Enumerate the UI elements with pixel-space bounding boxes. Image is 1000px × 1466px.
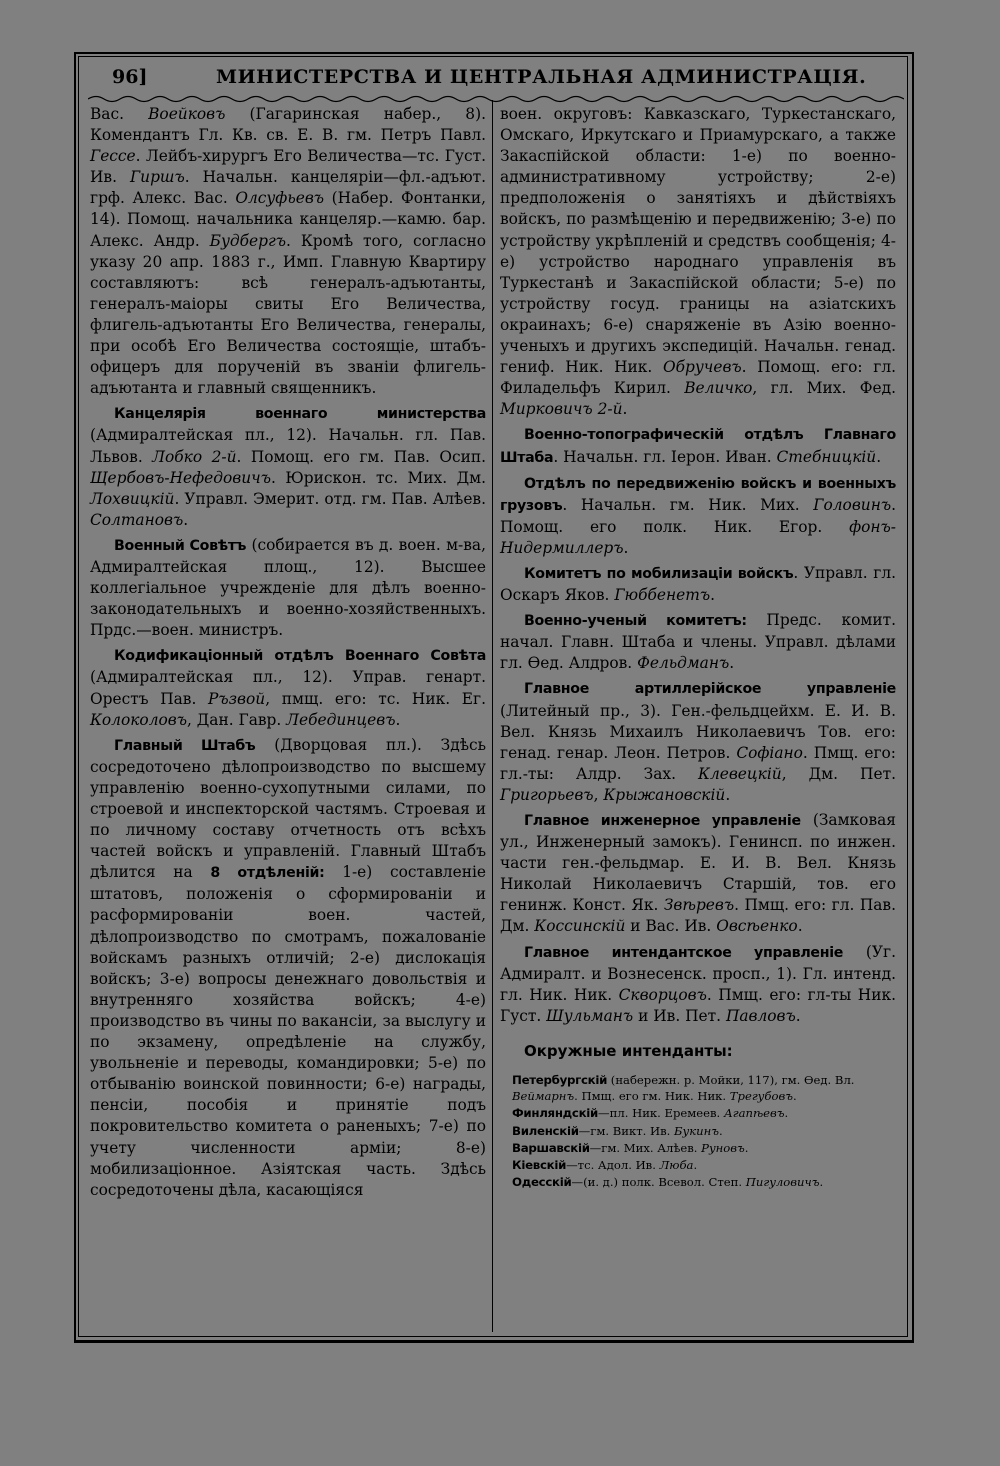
entry-heading: Главное артиллерійское управленіе — [524, 681, 896, 698]
district-entry: Петербургскій (набережн. р. Мойки, 117), гм. Ѳед. Вл. Веймарнъ. Пмщ. его гм. Ник. Ник. Трегубовъ. — [512, 1073, 855, 1104]
mobilization-committee-entry: Комитетъ по мобилизаціи войскъ. Управл. гл. Оскаръ Яков. Гюббенетъ. — [500, 563, 896, 605]
entry-heading: Комитетъ по мобилизаціи войскъ — [524, 565, 794, 582]
district-quartermasters-list — [500, 1072, 896, 1190]
asiatic-part-continuation: воен. округовъ: Кавказскаго, Туркестанскаго, Омскаго, Иркутскаго и Приамурскаго, а также Закаспійской области: 1-е) по военно-административному устройству; 2-е) предположенія о занятіяхъ и дѣйствіяхъ войскъ, по размѣщенію и передвиженію; 3-е) по устройству укрѣпленій и средствъ сообщенія; 4-е) устройство народнаго управленія въ Туркестанѣ и Закаспійской области; 5-е) по устройству госуд. границы на азіатскихъ окраинахъ; 6-е) снаряженіе въ Азію военно-ученыхъ и другихъ экспедицій. Начальн. генад. гениф. Ник. Ник. Обручевъ. Помощ. его: гл. Филадельфъ Кирил. Величко, гл. Мих. Фед. Мирковичъ 2-й. — [500, 105, 896, 419]
district-entry: Варшавскій—гм. Мих. Алѣев. Руновъ. — [512, 1140, 749, 1155]
engineering-directorate-entry: Главное инженерное управленіе (Замковая ул., Инженерный замокъ). Генинсп. по инжен. части ген.-фельдмар. Е. И. В. Вел. Князь Николай Николаевичъ Старшій, тов. его генинж. Конст. Як. Звѣревъ. Пмщ. его: гл. Пав. Дм. Коссинскій и Вас. Ив. Овсѣенко. — [500, 811, 896, 936]
entry-heading: Канцелярія военнаго министерства — [114, 406, 486, 423]
artillery-directorate-entry: Главное артиллерійское управленіе (Литейный пр., 3). Ген.-фельдцейхм. Е. И. В. Вел. Князь Михаилъ Николаевичъ Тов. его: генад. генар. Леон. Петров. Софіано. Пмщ. его: гл.-ты: Алдр. Зах. Клевецкій, Дм. Пет. Григорьевъ, Крыжановскій. — [500, 681, 896, 804]
entry-heading: Военно-топографическій отдѣлъ Главнаго Штаба — [500, 427, 896, 466]
entry-heading: Главное инженерное управленіе — [524, 813, 801, 829]
military-council-entry: Военный Совѣтъ (собирается въ д. воен. м-ва, Адмиралтейская площ., 12). Высшее коллегіальное учрежденіе для дѣлъ военно-законодательныхъ и военно-хозяйственныхъ. Прдс.—воен. министръ. — [90, 535, 486, 640]
page-number: 96] — [112, 66, 148, 88]
imperial-quarters-paragraph: Вас. Воейковъ (Гагаринская набер., 8). Комендантъ Гл. Кв. св. Е. В. гм. Петръ Павл. Гессе. Лейбъ-хирургъ Его Величества—тс. Густ. Ив. Гиршъ. Начальн. канцеляріи—фл.-адъют. грф. Алекс. Вас. Олсуфьевъ (Набер. Фонтанки, 14). Помощ. начальника канцеляр.—камю. бар. Алекс. Андр. Будбергъ. Кромѣ того, согласно указу 20 апр. 1883 г., Имп. Главную Квартиру составляютъ: всѣ генералъ-адъютанты, генералъ-маіоры свиты Его Величества, флигель-адъютанты Его Величества, генералы, при особѣ Его Величества состоящіе, штабъ-офицеръ для порученій въ званіи флигель-адъютанта и главный священникъ. — [90, 105, 487, 398]
running-title: МИНИСТЕРСТВА И ЦЕНТРАЛЬНАЯ АДМИНИСТРАЦІЯ. — [216, 66, 867, 88]
column-divider — [492, 100, 493, 1332]
bottom-rule — [74, 1340, 914, 1342]
district-entry: Виленскій—гм. Викт. Ив. Букинъ. — [512, 1123, 723, 1138]
right-column — [500, 104, 896, 1191]
topographic-department-entry: Военно-топографическій отдѣлъ Главнаго Штаба. Начальн. гл. Іерон. Иван. Стебницкій. — [500, 427, 896, 466]
general-staff-entry: Главный Штабъ (Дворцовая пл.). Здѣсь сосредоточено дѣлопроизводство по высшему управленію военно-сухопутными силами, по строевой и инспекторской частямъ. Строевая и по личному составу отчетность отъ всѣхъ частей войскъ и управленій. Главный Штабъ дѣлится на 8 отдѣленій: 1-е) составленіе штатовъ, положенія о сформированіи и расформированіи воен. частей, дѣлопроизводство по смотрамъ, пожалованіе войскамъ разныхъ отличій; 2-е) дислокація войскъ; 3-е) вопросы денежнаго довольствія и внутренняго хозяйства войскъ; 4-е) производство въ чины по вакансіи, за выслугу и по экзамену, опредѣленіе на службу, увольненіе и переводы, командировки; 5-е) по отбыванію воинской повинности; 6-е) награды, пенсіи, пособія и принятіе подъ покровительство комитета о раненыхъ; 7-е) по учету численности арміи; 8-е) мобилизаціонное. Азіятская часть. Здѣсь сосредоточены дѣла, касающіяся — [90, 735, 486, 1199]
district-quartermasters-heading: Окружные интенданты: — [524, 1041, 733, 1060]
quartermaster-directorate-entry: Главное интендантское управленіе (Уг. Адмиралт. и Вознесенск. просп., 1). Гл. интенд. гл. Ник. Ник. Скворцовъ. Пмщ. его: гл-ты Ник. Густ. Шульманъ и Ив. Пет. Павловъ. — [500, 942, 896, 1025]
war-ministry-chancellery-entry: Канцелярія военнаго министерства (Адмиралтейская пл., 12). Начальн. гл. Пав. Львов. Лобко 2-й. Помощ. его гм. Пав. Осип. Щербовъ-Нефедовичъ. Юрискон. тс. Мих. Дм. Лохвицкій. Управл. Эмерит. отд. гм. Пав. Алѣев. Солтановъ. — [90, 406, 486, 529]
entry-heading: Главное интендантское управленіе — [524, 944, 844, 961]
district-entry: Кіевскій—тс. Адол. Ив. Люба. — [512, 1158, 698, 1173]
district-entry: Финляндскій—пл. Ник. Еремеев. Агапѣевъ. — [512, 1106, 789, 1121]
entry-heading: Военно-ученый комитетъ: — [524, 613, 747, 630]
left-column — [90, 104, 486, 1205]
codification-department-entry: Кодификаціонный отдѣлъ Военнаго Совѣта (Адмиралтейская пл., 12). Управ. генарт. Орестъ Пав. Ръзвой, пмщ. его: тс. Ник. Ег. Колоколовъ, Дан. Гавр. Лебединцевъ. — [90, 648, 486, 729]
entry-heading: Отдѣлъ по передвиженію войскъ и военныхъ грузовъ — [500, 475, 896, 514]
entry-heading: Кодификаціонный отдѣлъ Военнаго Совѣта — [114, 648, 486, 665]
district-entry: Одесскій—(и. д.) полк. Всевол. Степ. Пигуловичъ. — [512, 1175, 824, 1190]
entry-heading: Военный Совѣтъ — [114, 537, 247, 554]
military-scientific-committee-entry: Военно-ученый комитетъ: Предс. комит. начал. Главн. Штаба и члены. Управл. дѣлами гл. Ѳед. Алдров. Фельдманъ. — [500, 611, 896, 673]
troop-movement-department-entry: Отдѣлъ по передвиженію войскъ и военныхъ грузовъ. Начальн. гм. Ник. Мих. Головинъ. Помощ. его полк. Ник. Егор. фонъ-Нидермиллеръ. — [500, 475, 896, 557]
entry-heading: Главный Штабъ — [114, 737, 256, 754]
